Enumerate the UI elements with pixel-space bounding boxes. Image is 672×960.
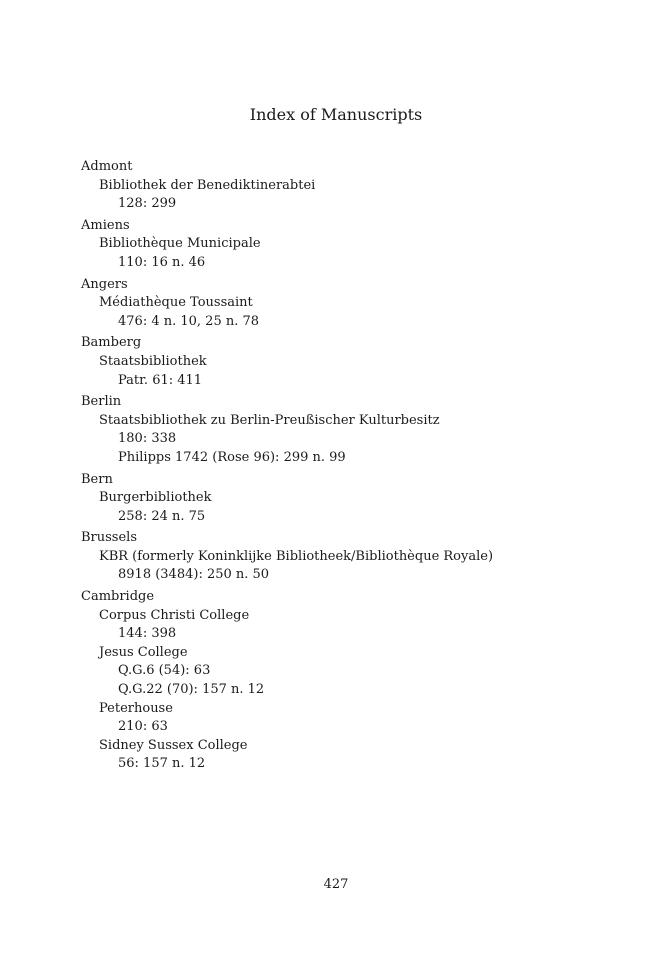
city-heading: Admont bbox=[81, 159, 133, 174]
library-name: Sidney Sussex College bbox=[99, 737, 248, 753]
shelfmark-reference: 180: 338 bbox=[118, 431, 177, 447]
shelfmark-reference: Philipps 1742 (Rose 96): 299 n. 99 bbox=[118, 449, 346, 465]
city-heading: Angers bbox=[81, 276, 128, 292]
shelfmark-reference: 110: 16 n. 46 bbox=[118, 254, 206, 270]
shelfmark-reference: 128: 299 bbox=[118, 196, 177, 212]
index-entry bbox=[81, 529, 641, 585]
city-heading: Bern bbox=[81, 471, 113, 487]
shelfmark-reference: 258: 24 n. 75 bbox=[118, 508, 206, 524]
library-name: Bibliothèque Municipale bbox=[99, 236, 261, 252]
city-heading: Cambridge bbox=[81, 589, 155, 605]
shelfmark-reference: Q.G.6 (54): 63 bbox=[118, 663, 211, 679]
shelfmark-reference: Q.G.22 (70): 157 n. 12 bbox=[118, 682, 265, 698]
library-name: KBR (formerly Koninklijke Bibliotheek/Bibliothèque Royale) bbox=[99, 548, 494, 564]
index-entry bbox=[81, 158, 641, 214]
library-name: Jesus College bbox=[99, 644, 188, 660]
shelfmark-reference: 210: 63 bbox=[118, 719, 168, 735]
index-entry bbox=[81, 588, 641, 774]
shelfmark-reference: Patr. 61: 411 bbox=[118, 372, 203, 388]
city-heading: Bamberg bbox=[81, 335, 142, 351]
library-name: Staatsbibliothek bbox=[99, 353, 207, 369]
index-entry bbox=[81, 276, 641, 332]
library-name: Staatsbibliothek zu Berlin-Preußischer Kulturbesitz bbox=[99, 412, 440, 428]
shelfmark-reference: 8918 (3484): 250 n. 50 bbox=[118, 567, 270, 583]
library-name: Burgerbibliothek bbox=[99, 490, 212, 506]
library-name: Médiathèque Toussaint bbox=[99, 295, 253, 311]
page-title: Index of Manuscripts bbox=[249, 105, 423, 124]
library-name: Peterhouse bbox=[99, 700, 173, 716]
city-heading: Amiens bbox=[81, 217, 130, 233]
city-heading: Berlin bbox=[81, 394, 122, 410]
shelfmark-reference: 144: 398 bbox=[118, 626, 177, 642]
index-entry bbox=[81, 471, 641, 527]
library-name: Corpus Christi College bbox=[99, 607, 250, 623]
index-entry bbox=[81, 393, 641, 467]
library-name: Bibliothek der Benediktinerabtei bbox=[99, 177, 316, 193]
page-number: 427 bbox=[323, 877, 349, 892]
index-entry bbox=[81, 217, 641, 273]
manuscript-index bbox=[81, 158, 641, 777]
city-heading: Brussels bbox=[81, 530, 138, 546]
shelfmark-reference: 56: 157 n. 12 bbox=[118, 756, 206, 772]
shelfmark-reference: 476: 4 n. 10, 25 n. 78 bbox=[118, 313, 260, 329]
index-entry bbox=[81, 334, 641, 390]
